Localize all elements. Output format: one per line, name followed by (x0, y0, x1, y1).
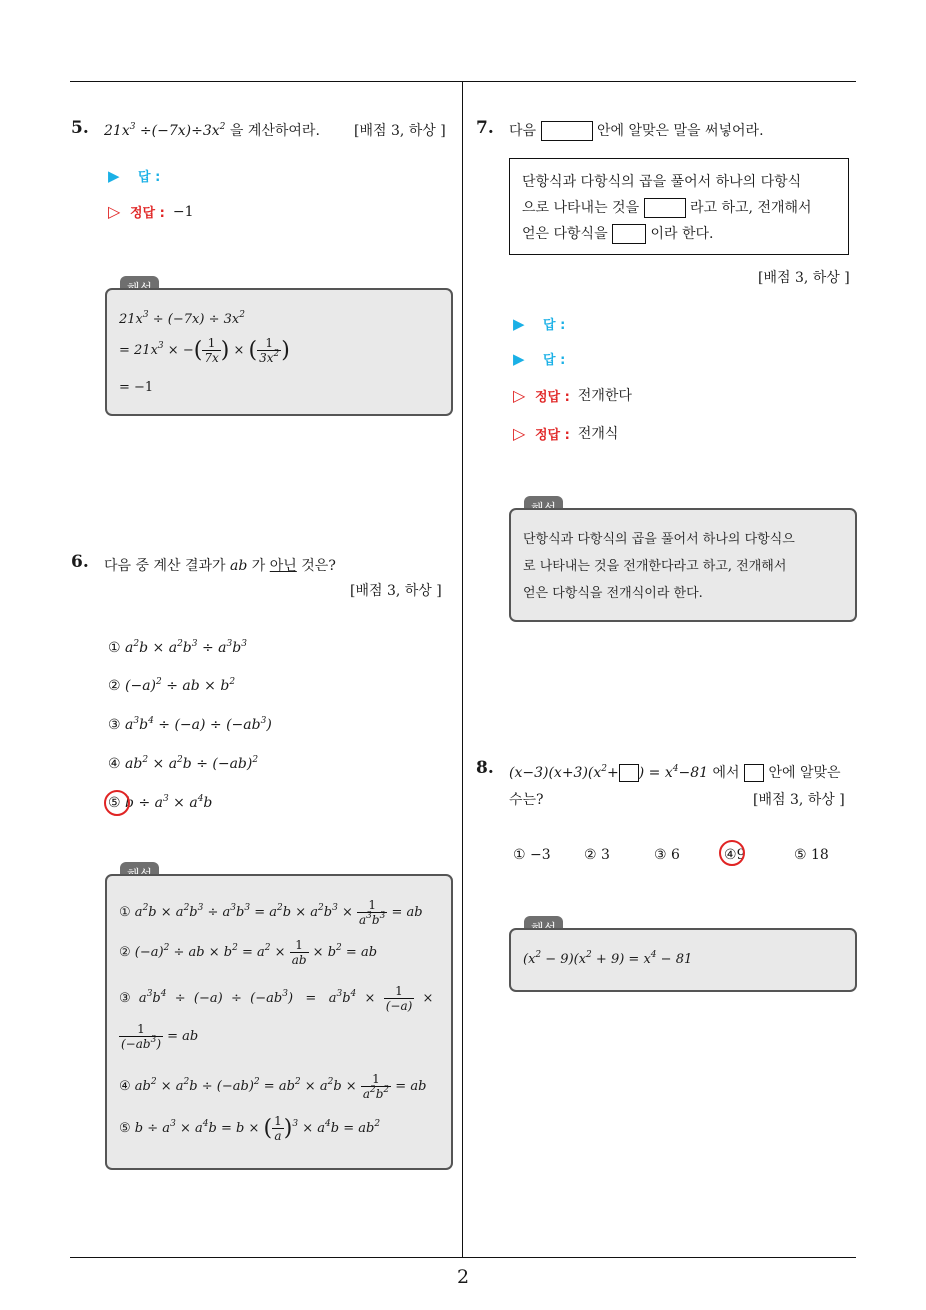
q8-text-c: 안에 알맞은 (768, 765, 841, 781)
q7-question (509, 120, 764, 141)
q6-text-a: 다음 중 계산 결과가 (104, 558, 226, 574)
q5-question-suffix: 을 계산하여라. (229, 123, 320, 139)
choice-number: ④ (108, 756, 121, 772)
q5-answer-label: 답 : (138, 170, 161, 185)
bottom-rule (70, 1257, 856, 1258)
q7-statement-box (509, 158, 849, 255)
q6-explain-line3: ③ $a^3b^4 \div (-a) \div (-ab^3) = a^3b^4$ × $\frac{1}{(-a)}$ × (119, 984, 434, 1013)
q8-text-b: 에서 (712, 765, 740, 781)
q7-explain-line3: 얻은 다항식을 전개식이라 한다. (523, 586, 703, 601)
q5-correct-value: −1 (172, 203, 194, 220)
q7-answer-label-1: 답 : (543, 318, 566, 333)
answer-circle-icon (104, 790, 130, 816)
q6-text-var: ab (230, 558, 248, 574)
answer-arrow-icon: ▶ (513, 349, 525, 368)
q8-choice-4[interactable]: ④9 (724, 847, 746, 863)
q7-correct-row-1 (513, 385, 632, 405)
q5-explain-line3: = −1 (119, 380, 154, 395)
q7-explanation-box (509, 508, 857, 622)
correct-arrow-icon: ▷ (108, 202, 121, 221)
q7-statement-line1: 단항식과 다항식의 곱을 풀어서 하나의 다항식 (522, 174, 802, 190)
q6-explain-line2: ② $(-a)^2$ ÷ ab × $b^2 = a^2$ × $\frac{1}{ab}$ × $b^2$ = ab (119, 938, 378, 967)
q7-answer-row-1 (513, 314, 565, 333)
q7-explain-line1: 단항식과 다항식의 곱을 풀어서 하나의 다항식으 (523, 532, 795, 547)
q8-blank-2 (744, 764, 764, 782)
answer-circle-icon (719, 840, 745, 866)
q7-correct-label-2: 정답 : (535, 427, 570, 443)
q6-explanation-box (105, 874, 453, 1170)
q8-meta: [배점 3, 하상 ] (753, 792, 845, 808)
q6-explain-line4: ④ $ab^2 \times a^2b \div (-ab)^2 = ab^2 \times a^2b$ × $\frac{1}{a^2b^2}$ = ab (119, 1072, 427, 1101)
q7-correct-value-1: 전개한다 (577, 388, 632, 404)
q6-choice-3[interactable]: ③ $a^3b^4 \div (-a) \div (-ab^3)$ (108, 716, 272, 733)
q8-question: $(x-3)(x+3)(x^2+$ ) = $x^4-81$ 에서 안에 알맞은 (509, 764, 841, 781)
q8-choice-1[interactable]: ① −3 (513, 847, 551, 863)
q7-text-b: 안에 알맞은 말을 써넣어라. (596, 123, 764, 139)
choice-number: ① (108, 640, 121, 656)
q8-choice-3[interactable]: ③ 6 (654, 847, 680, 863)
q7-number: 7. (476, 118, 494, 138)
q6-meta: [배점 3, 하상 ] (350, 583, 442, 599)
choice-number: ⑤ (108, 795, 121, 811)
q7-statement-line2: 으로 나타내는 것을 라고 하고, 전개해서 (522, 200, 812, 216)
q7-correct-value-2: 전개식 (577, 426, 619, 442)
q5-explanation-box (105, 288, 453, 416)
q7-answer-row-2 (513, 349, 565, 368)
q7-blank-2 (612, 224, 646, 244)
column-separator (462, 82, 463, 1257)
correct-arrow-icon: ▷ (513, 385, 526, 405)
q7-correct-label-1: 정답 : (535, 389, 570, 405)
q5-explain-line2: = $21x^3$ × −( $\frac{1}{7x}$ ) × ( $\frac{1}{3x^2}$ ) (119, 336, 290, 365)
q7-statement-line3: 얻은 다항식을 이라 한다. (522, 226, 714, 242)
q6-text-underline: 아닌 (269, 558, 297, 574)
q8-explain-line1: $(x^2 - 9)(x^2 + 9) = x^4 - 81$ (523, 950, 693, 967)
q6-question (104, 555, 336, 575)
q7-text-a: 다음 (509, 123, 537, 139)
q7-blank (541, 121, 593, 141)
q5-correct-row (108, 202, 193, 221)
q6-choice-5[interactable]: ⑤ $b \div a^3 \times a^4b$ (108, 794, 213, 811)
q6-choice-4[interactable]: ④ $ab^2 \times a^2b \div (-ab)^2$ (108, 755, 259, 772)
q8-choice-2[interactable]: ② 3 (584, 847, 610, 863)
page-number: 2 (456, 1266, 470, 1288)
q8-blank-1 (619, 764, 639, 782)
q8-question-line2: 수는? (509, 792, 544, 808)
q5-question: $21x^3 \div(-7x)\div 3x^2$ 을 계산하여라. (104, 122, 320, 139)
q8-number: 8. (476, 758, 494, 778)
q5-explain-line1: $21x^3 \div (-7x) \div 3x^2$ (119, 310, 245, 327)
q6-text-b: 가 (251, 558, 266, 574)
q6-explain-line5: ⑤ $b \div a^3 \times a^4b = b$ × ( $\frac{1}{a}$ )$^3 \times a^4b = ab^2$ (119, 1114, 381, 1143)
q6-choice-2[interactable]: ② $(-a)^2$ ÷ ab × $b^2$ (108, 677, 236, 694)
q6-explain-line3b: $\frac{1}{(-ab^3)}$ = ab (121, 1022, 199, 1051)
q7-explain-line2: 로 나타내는 것을 전개한다라고 하고, 전개해서 (523, 559, 787, 574)
answer-arrow-icon: ▶ (513, 314, 525, 333)
q6-number: 6. (71, 552, 89, 572)
q6-explain-line1: ① $a^2b \times a^2b^3 \div a^3b^3 = a^2b \times a^2b^3$ × $\frac{1}{a^3b^3}$ = ab (119, 898, 423, 927)
answer-arrow-icon: ▶ (108, 166, 120, 185)
q6-text-c: 것은? (301, 558, 336, 574)
top-rule (70, 81, 856, 82)
q8-explanation-box (509, 928, 857, 992)
q5-answer-row (108, 166, 160, 185)
q7-blank-1 (644, 198, 686, 218)
q5-meta: [배점 3, 하상 ] (354, 123, 446, 139)
q5-correct-label: 정답 : (130, 206, 165, 221)
choice-number: ② (108, 678, 121, 694)
q7-correct-row-2 (513, 423, 618, 443)
q6-choice-1[interactable]: ① $a^2b \times a^2b^3 \div a^3b^3$ (108, 639, 247, 656)
correct-arrow-icon: ▷ (513, 423, 526, 443)
q7-answer-label-2: 답 : (543, 353, 566, 368)
q8-choice-5[interactable]: ⑤ 18 (794, 847, 829, 863)
choice-number: ③ (108, 717, 121, 733)
q7-meta: [배점 3, 하상 ] (758, 270, 850, 286)
q5-number: 5. (71, 118, 89, 138)
